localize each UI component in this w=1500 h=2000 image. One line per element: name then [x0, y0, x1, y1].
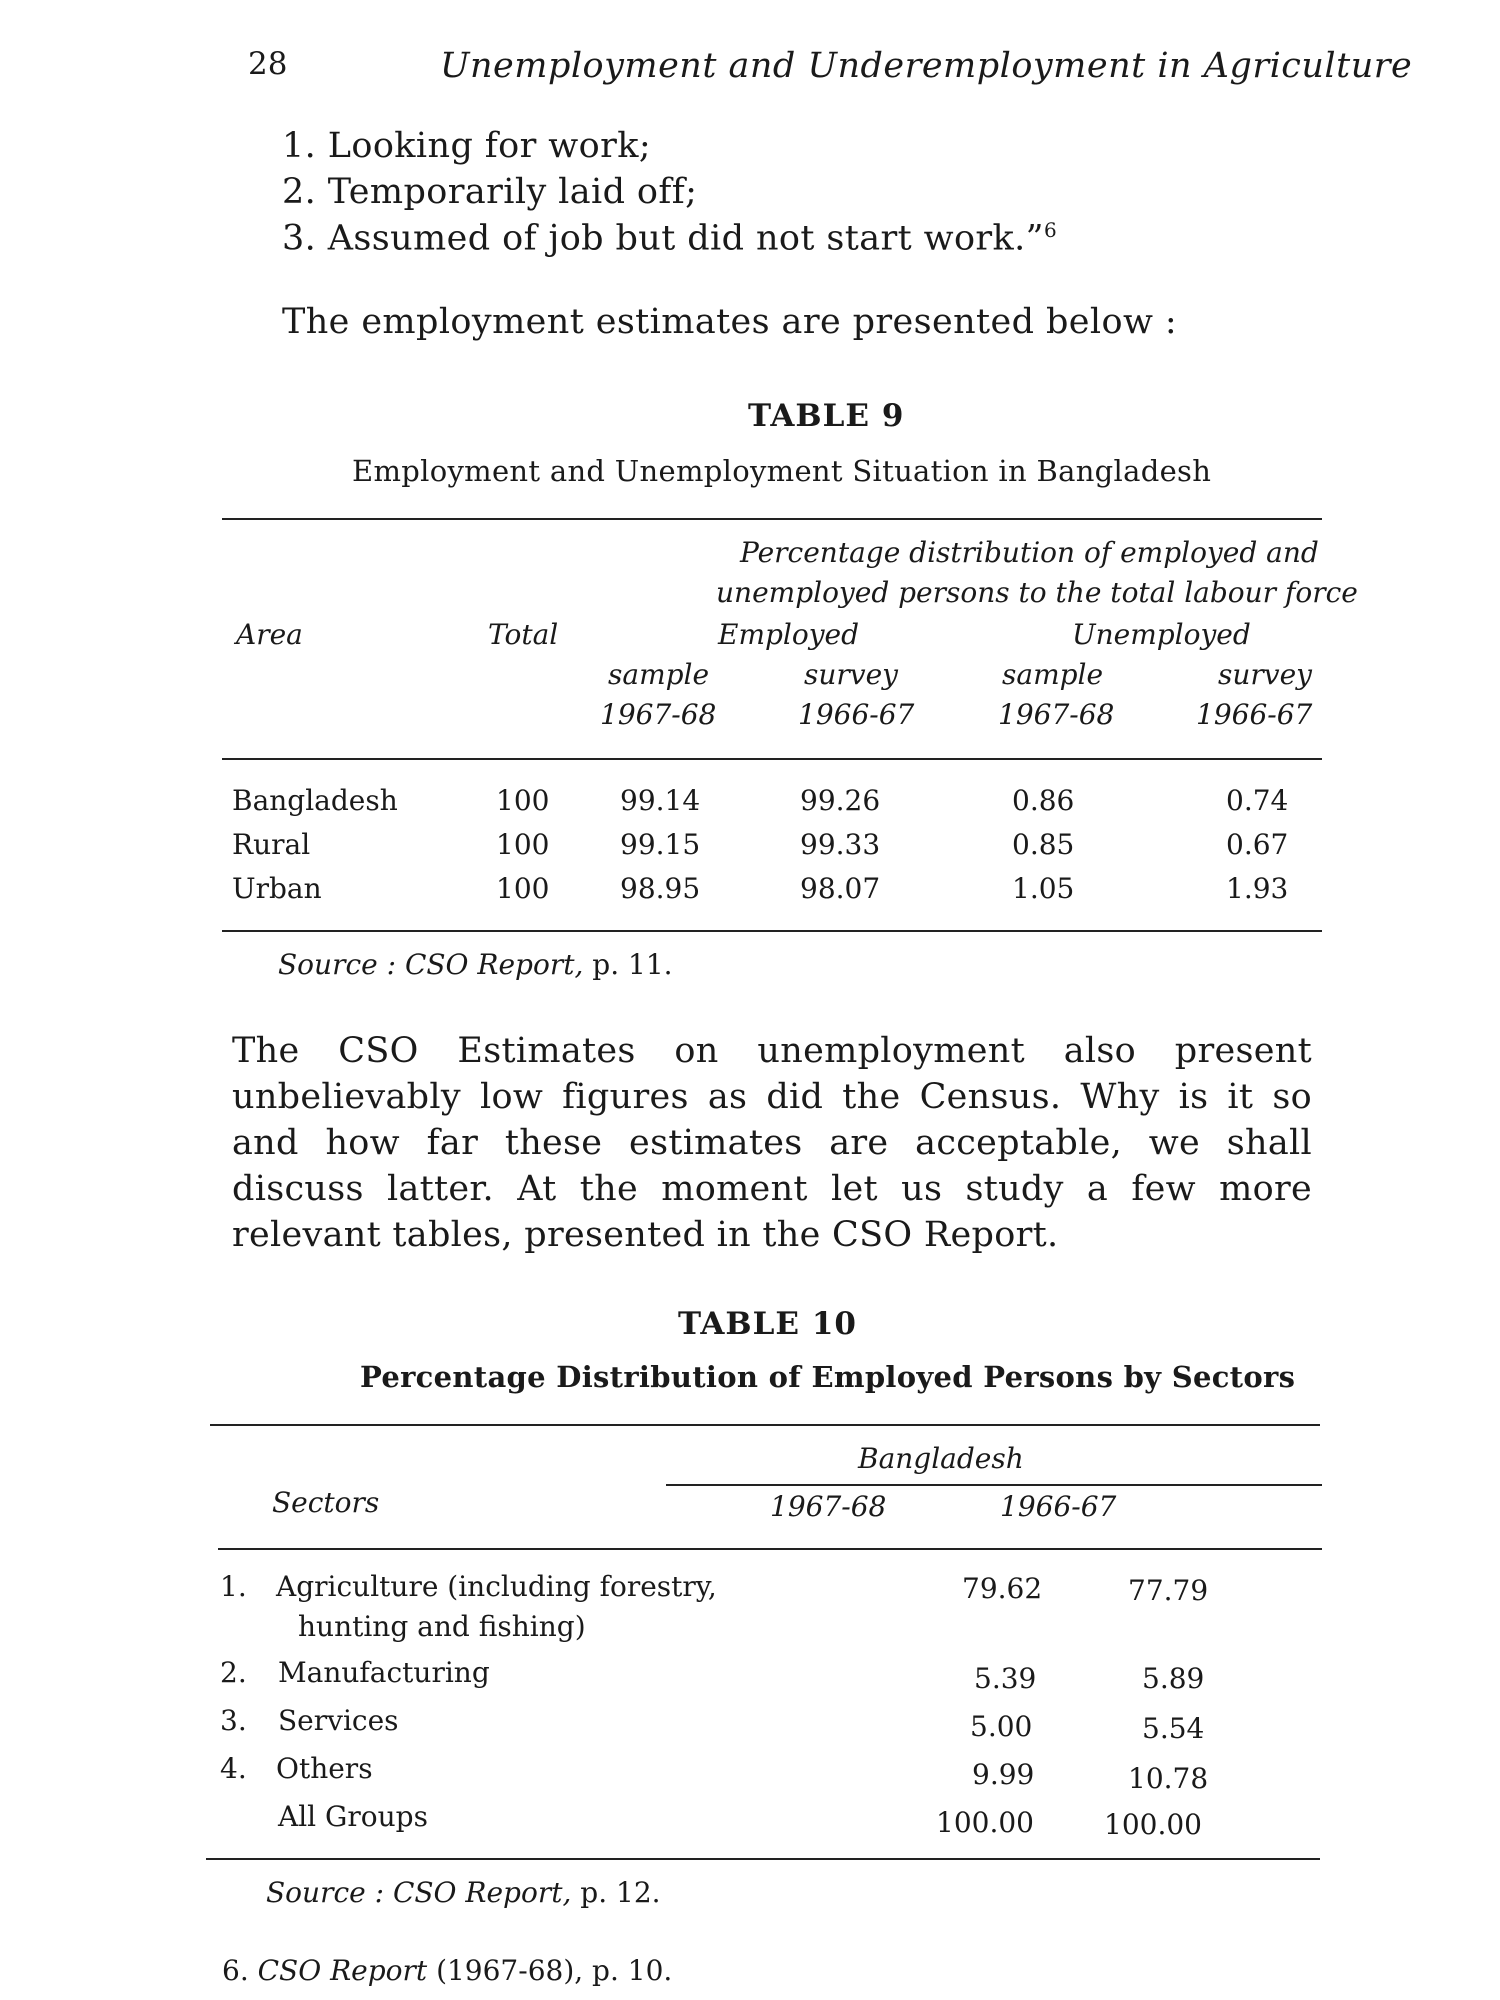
table10-label: TABLE 10: [678, 1306, 857, 1342]
table9-sub-label: survey: [804, 658, 898, 691]
table9-cell-emp-6768: 98.95: [620, 872, 701, 905]
table9-col-unemployed: Unemployed: [1072, 618, 1251, 651]
source-page: p. 11.: [592, 948, 673, 981]
table9-source: [278, 948, 673, 981]
table9-cell-unemp-6667: 0.74: [1226, 784, 1289, 817]
table10-val-6667: 77.79: [1128, 1574, 1209, 1607]
source-label: Source : CSO Report,: [278, 948, 584, 981]
lead-sentence: The employment estimates are presented below :: [282, 302, 1178, 342]
table10-sector: Services: [278, 1704, 399, 1737]
table9-cell-unemp-6768: 0.86: [1012, 784, 1075, 817]
table9-cell-emp-6667: 99.26: [800, 784, 881, 817]
table10-val-6768: 5.00: [970, 1710, 1033, 1743]
table9-sub-label: survey: [1218, 658, 1312, 691]
table9-col-area: Area: [236, 618, 303, 651]
table10-col-sectors: Sectors: [272, 1486, 380, 1519]
table10-val-6667: 5.54: [1142, 1712, 1205, 1745]
table9-cell-emp-6768: 99.14: [620, 784, 701, 817]
table9-cell-emp-6667: 99.33: [800, 828, 881, 861]
list-item: 1. Looking for work;: [282, 126, 652, 166]
list-item: [282, 218, 1057, 259]
table9-cell-unemp-6667: 1.93: [1226, 872, 1289, 905]
table10-source: [266, 1876, 661, 1909]
table9-bottom-rule: [222, 930, 1322, 932]
table9-year-label: 1966-67: [798, 698, 915, 731]
table10-caption: Percentage Distribution of Employed Persons by Sectors: [360, 1360, 1296, 1394]
table9-cell-area: Rural: [232, 828, 311, 861]
table9-header-rule: [222, 758, 1322, 760]
list-item: 2. Temporarily laid off;: [282, 172, 698, 212]
table9-cell-unemp-6667: 0.67: [1226, 828, 1289, 861]
table9-cell-unemp-6768: 1.05: [1012, 872, 1075, 905]
footnote: [222, 1954, 672, 1987]
table9-sub-label: sample: [608, 658, 710, 691]
table10-top-rule: [210, 1424, 1320, 1426]
table10-sector: Agriculture (including forestry,: [276, 1570, 717, 1603]
table10-val-6667: 10.78: [1128, 1762, 1209, 1795]
table9-cell-total: 100: [496, 872, 550, 905]
table10-col-year2: 1966-67: [1000, 1490, 1117, 1523]
table9-top-rule: [222, 518, 1322, 520]
table10-sector: All Groups: [278, 1800, 428, 1833]
source-page: p. 12.: [580, 1876, 661, 1909]
table9-cell-emp-6768: 99.15: [620, 828, 701, 861]
table9-sub-label: sample: [1002, 658, 1104, 691]
table9-cell-area: Urban: [232, 872, 322, 905]
table9-cell-emp-6667: 98.07: [800, 872, 881, 905]
table10-row-number: 3.: [220, 1704, 247, 1737]
table9-col-employed: Employed: [718, 618, 860, 651]
table9-year-label: 1967-68: [998, 698, 1115, 731]
table10-row-number: 2.: [220, 1656, 247, 1689]
table9-label: TABLE 9: [748, 398, 905, 434]
table9-year-label: 1966-67: [1196, 698, 1313, 731]
body-paragraph: The CSO Estimates on unemployment also present unbelievably low figures as did the Census. Why is it so and how far these estimates are acceptable, we shall discuss latter. At the moment let us study a few more relevant tables, presented in the CSO Report.: [232, 1031, 1312, 1255]
table9-spanner-line2: unemployed persons to the total labour force: [716, 576, 1358, 609]
table10-sector: Manufacturing: [278, 1656, 490, 1689]
table10-row-number: 1.: [220, 1570, 247, 1603]
table10-col-year1: 1967-68: [770, 1490, 887, 1523]
table10-val-6768: 5.39: [974, 1662, 1037, 1695]
page-number: 28: [248, 46, 288, 82]
table9-cell-unemp-6768: 0.85: [1012, 828, 1075, 861]
table10-sector: Others: [276, 1752, 373, 1785]
table9-spanner-line1: Percentage distribution of employed and: [740, 536, 1319, 569]
table10-bottom-rule: [206, 1858, 1320, 1860]
table10-val-6667: 5.89: [1142, 1662, 1205, 1695]
list-item-text: 3. Assumed of job but did not start work.”: [282, 218, 1044, 259]
table10-val-6768: 100.00: [936, 1806, 1034, 1839]
table10-val-6768: 79.62: [962, 1572, 1043, 1605]
table9-cell-total: 100: [496, 828, 550, 861]
table10-val-6667: 100.00: [1104, 1808, 1202, 1841]
table9-col-total: Total: [488, 618, 559, 651]
footnote-marker: 6.: [222, 1954, 249, 1987]
table9-cell-total: 100: [496, 784, 550, 817]
table9-year-label: 1967-68: [600, 698, 717, 731]
footnote-title: CSO Report: [257, 1954, 428, 1987]
table10-row-number: 4.: [220, 1752, 247, 1785]
footnote-rest: (1967-68), p. 10.: [436, 1954, 673, 1987]
table10-sector-cont: hunting and fishing): [298, 1610, 586, 1643]
table10-header-rule: [218, 1548, 1322, 1550]
footnote-ref: 6: [1043, 218, 1058, 242]
table9-caption: Employment and Unemployment Situation in Bangladesh: [352, 454, 1212, 488]
source-label: Source : CSO Report,: [266, 1876, 572, 1909]
table9-cell-area: Bangladesh: [232, 784, 398, 817]
running-title: Unemployment and Underemployment in Agriculture: [440, 46, 1413, 86]
table10-group-rule: [666, 1484, 1322, 1486]
table10-val-6768: 9.99: [972, 1758, 1035, 1791]
table10-group-head: Bangladesh: [858, 1442, 1024, 1475]
